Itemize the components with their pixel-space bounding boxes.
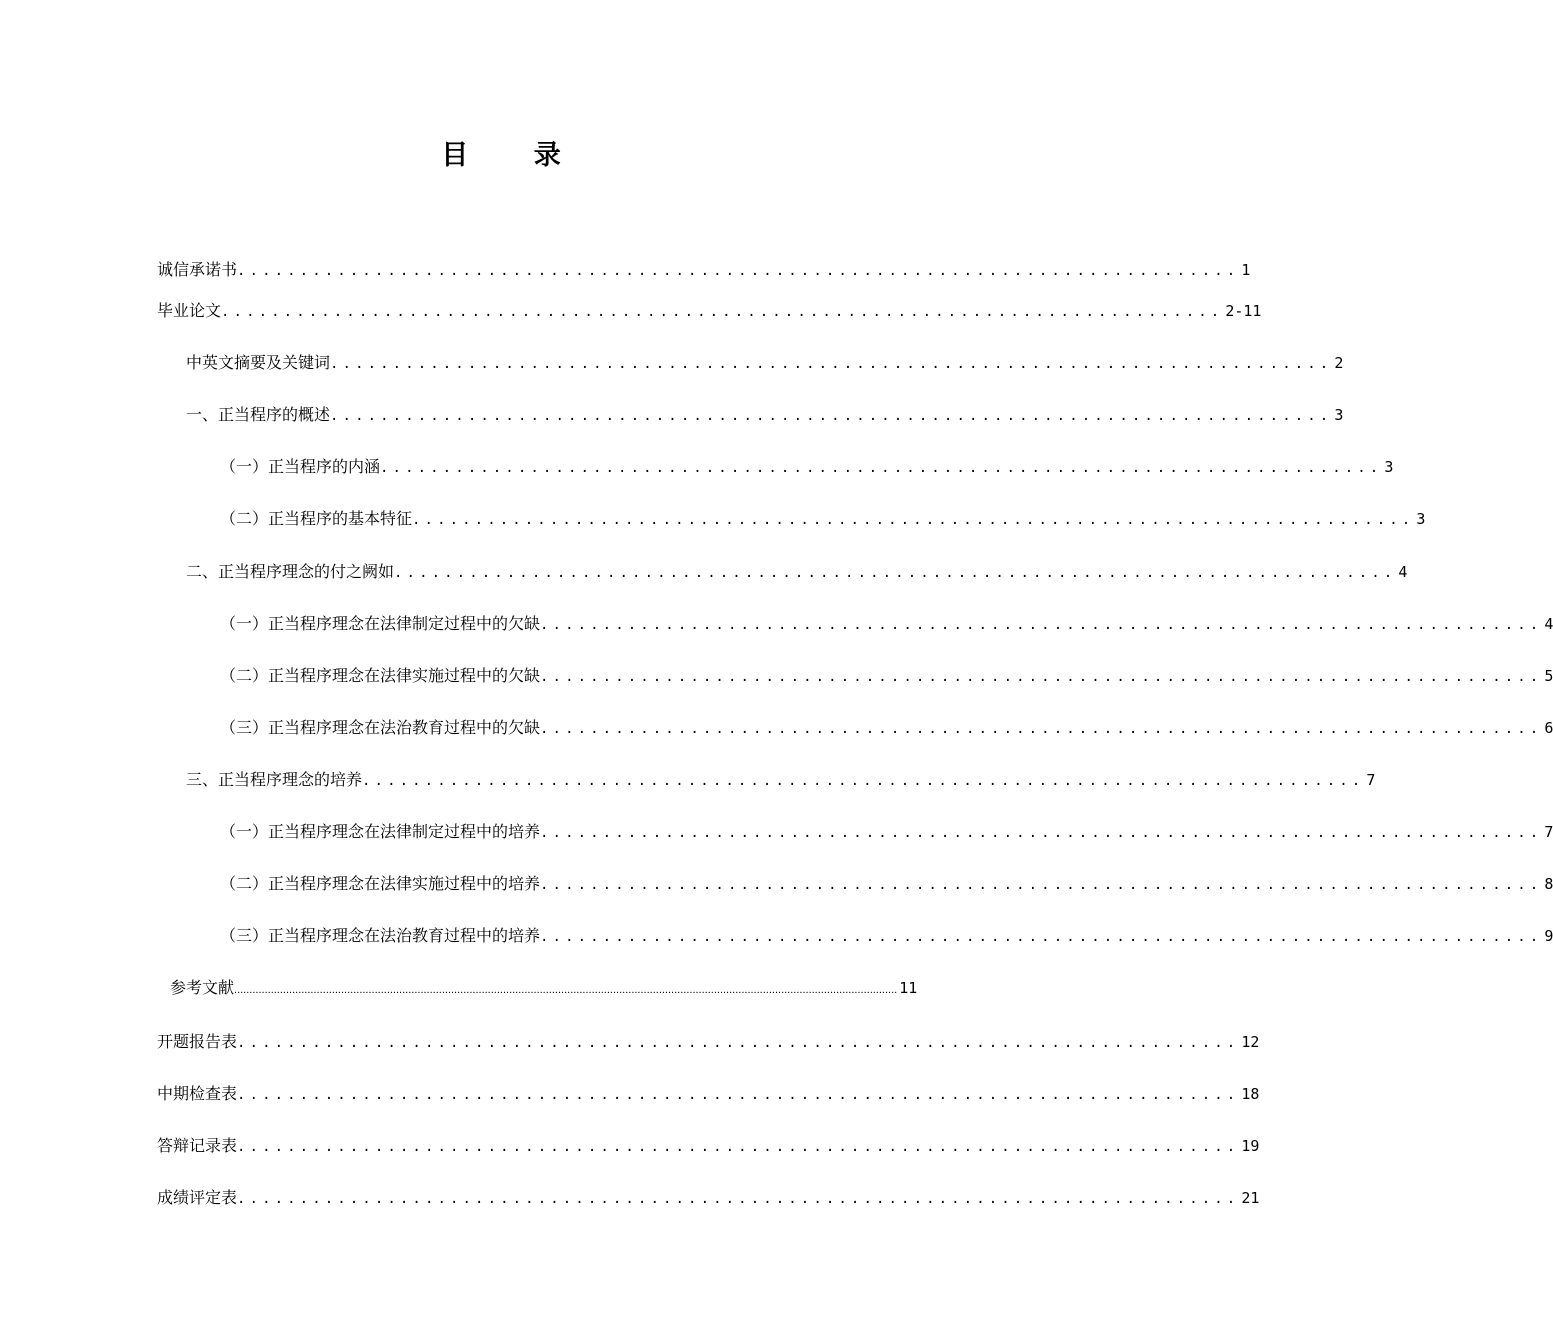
toc-dot-leader: ................................................................................	[394, 565, 1397, 581]
toc-dot-leader: ................................................................................	[237, 263, 1240, 279]
toc-entry-page: 2-11	[1225, 302, 1262, 320]
toc-dot-leader: ................................................................................	[237, 1139, 1240, 1155]
toc-entry-label: 诚信承诺书	[157, 260, 238, 279]
toc-dot-leader: ................................................................................	[540, 929, 1543, 945]
toc-entry-label: 中英文摘要及关键词	[186, 353, 331, 372]
toc-entry-label: （二）正当程序理念在法律实施过程中的欠缺	[220, 666, 541, 685]
toc-entry-page: 4	[1398, 563, 1408, 581]
toc-entry-section-1-1[interactable]	[220, 455, 1394, 480]
toc-entry-integrity-pledge[interactable]	[157, 258, 1251, 283]
toc-entry-section-3-2[interactable]	[220, 872, 1553, 897]
toc-entry-label: （三）正当程序理念在法治教育过程中的欠缺	[220, 718, 541, 737]
toc-entry-page: 6	[1544, 719, 1553, 737]
toc-dot-leader: ................................................................................	[412, 512, 1415, 528]
toc-entry-page: 7	[1366, 771, 1376, 789]
toc-entry-page: 2	[1334, 354, 1344, 372]
toc-dot-leader: ................................................................................	[540, 825, 1543, 841]
toc-entry-grade-form[interactable]	[157, 1186, 1260, 1211]
toc-entry-label: （一）正当程序理念在法律制定过程中的欠缺	[220, 614, 541, 633]
toc-dot-leader: ................................................................................	[330, 356, 1333, 372]
toc-dot-leader: ................................................................................	[237, 1191, 1240, 1207]
toc-entry-page: 1	[1241, 261, 1251, 279]
toc-entry-label: 一、正当程序的概述	[186, 405, 331, 424]
toc-entry-section-2-1[interactable]	[220, 612, 1553, 637]
toc-entry-label: 中期检查表	[157, 1084, 238, 1103]
toc-entry-references[interactable]	[170, 976, 918, 1002]
toc-entry-chapter-3[interactable]	[186, 768, 1376, 793]
toc-entry-page: 21	[1241, 1189, 1260, 1207]
toc-entry-page: 3	[1334, 406, 1344, 424]
toc-entry-proposal-form[interactable]	[157, 1030, 1260, 1055]
toc-entry-page: 12	[1241, 1033, 1260, 1051]
toc-entry-page: 3	[1416, 510, 1426, 528]
toc-entry-section-2-2[interactable]	[220, 664, 1553, 689]
toc-dot-leader: ................................................................................	[540, 669, 1543, 685]
toc-entry-label: 答辩记录表	[157, 1136, 238, 1155]
toc-entry-page: 18	[1241, 1085, 1260, 1103]
toc-entry-page: 5	[1544, 667, 1553, 685]
toc-entry-page: 9	[1544, 927, 1553, 945]
toc-entry-page: 4	[1544, 615, 1553, 633]
toc-entry-label: （一）正当程序的内涵	[220, 457, 381, 476]
toc-entry-midterm-form[interactable]	[157, 1082, 1260, 1107]
toc-entry-page: 11	[899, 979, 918, 997]
toc-dot-leader: ................................................................................	[330, 408, 1333, 424]
toc-entry-label: 成绩评定表	[157, 1188, 238, 1207]
toc-entry-label: 三、正当程序理念的培养	[186, 770, 363, 789]
toc-entry-label: 二、正当程序理念的付之阙如	[186, 562, 395, 581]
toc-dot-leader: .........................................................................................................................................................................................................................	[234, 984, 898, 996]
toc-entry-label: （二）正当程序理念在法律实施过程中的培养	[220, 874, 541, 893]
toc-dot-leader: ................................................................................	[221, 304, 1224, 320]
toc-dot-leader: ................................................................................	[237, 1035, 1240, 1051]
toc-entry-thesis[interactable]	[157, 299, 1262, 324]
toc-entry-page: 19	[1241, 1137, 1260, 1155]
toc-dot-leader: ................................................................................	[237, 1087, 1240, 1103]
toc-entry-section-1-2[interactable]	[220, 507, 1426, 532]
toc-entry-label: （二）正当程序的基本特征	[220, 509, 413, 528]
toc-entry-page: 7	[1544, 823, 1553, 841]
toc-entry-page: 3	[1384, 458, 1394, 476]
toc-entry-label: （一）正当程序理念在法律制定过程中的培养	[220, 822, 541, 841]
toc-dot-leader: ................................................................................	[540, 877, 1543, 893]
toc-entry-section-2-3[interactable]	[220, 716, 1553, 741]
toc-entry-abstract[interactable]	[186, 351, 1344, 376]
toc-dot-leader: ................................................................................	[362, 773, 1365, 789]
toc-entry-label: 参考文献	[170, 978, 235, 997]
toc-entry-chapter-1[interactable]	[186, 403, 1344, 428]
toc-entry-defense-record[interactable]	[157, 1134, 1260, 1159]
toc-entry-label: 毕业论文	[157, 301, 222, 320]
toc-dot-leader: ................................................................................	[380, 460, 1383, 476]
toc-entry-page: 8	[1544, 875, 1553, 893]
toc-entry-label: （三）正当程序理念在法治教育过程中的培养	[220, 926, 541, 945]
toc-entry-label: 开题报告表	[157, 1032, 238, 1051]
toc-entry-section-3-1[interactable]	[220, 820, 1553, 845]
toc-dot-leader: ................................................................................	[540, 617, 1543, 633]
page-title: 目 录	[441, 140, 589, 171]
toc-entry-chapter-2[interactable]	[186, 560, 1408, 585]
toc-entry-section-3-3[interactable]	[220, 924, 1553, 949]
toc-dot-leader: ................................................................................	[540, 721, 1543, 737]
